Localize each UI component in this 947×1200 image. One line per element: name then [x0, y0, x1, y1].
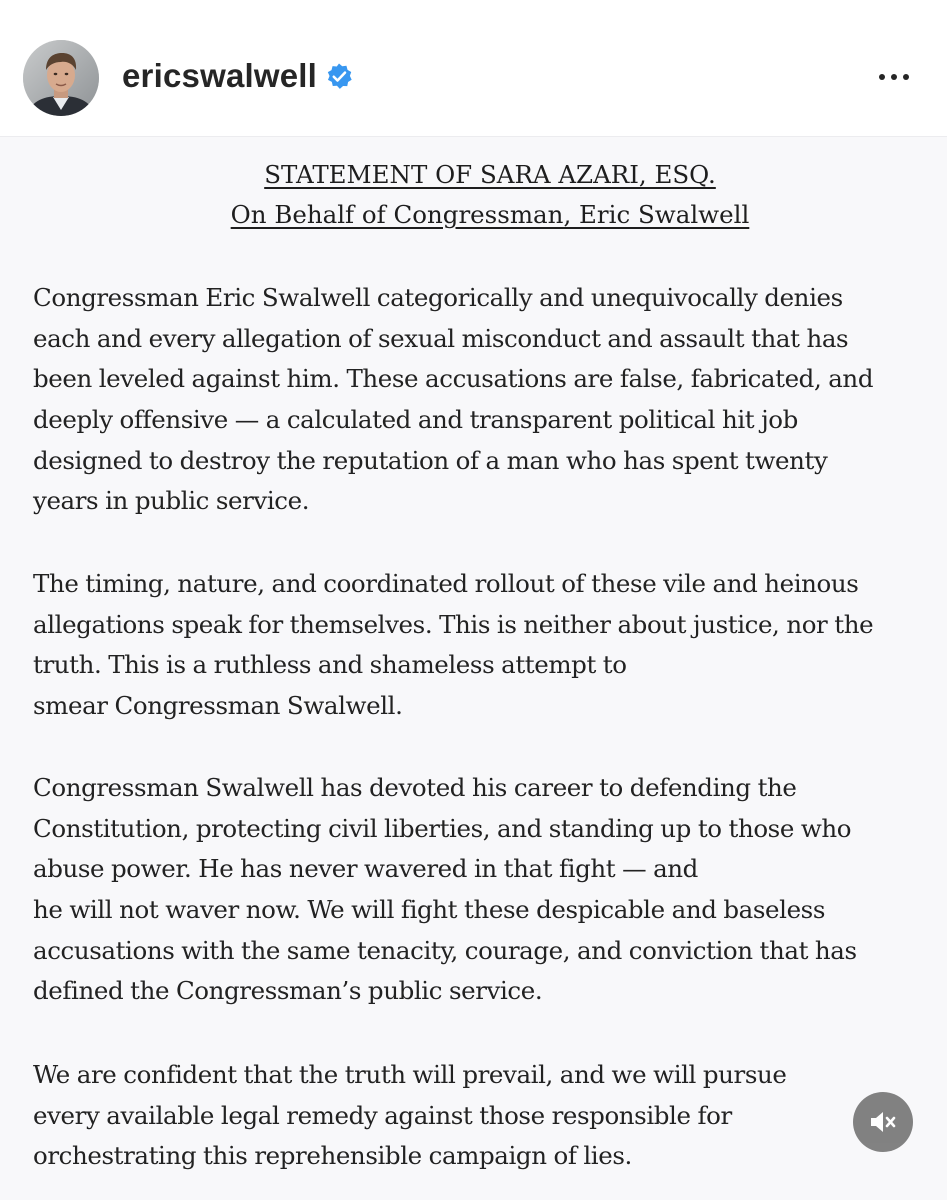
text-line: abuse power. He has never wavered in that fight — and [33, 854, 698, 884]
verified-badge-icon [324, 61, 354, 91]
text-line: been leveled against him. These accusations are false, fabricated, and [33, 364, 874, 394]
statement-subtitle-line: On Behalf of Congressman, Eric Swalwell [230, 200, 750, 229]
statement-paragraph [33, 768, 938, 1012]
statement-paragraph [33, 564, 938, 727]
statement-document [0, 137, 947, 1200]
avatar-photo-icon [23, 40, 99, 116]
avatar[interactable] [23, 40, 99, 116]
statement-paragraph [33, 1055, 938, 1177]
text-line: allegations speak for themselves. This is neither about justice, nor the [33, 609, 874, 639]
text-line: accusations with the same tenacity, courage, and conviction that has [33, 935, 857, 965]
post-header [0, 0, 947, 137]
text-line: The timing, nature, and coordinated rollout of these vile and heinous [33, 569, 859, 598]
text-line: Constitution, protecting civil liberties, and standing up to those who [33, 813, 852, 843]
statement-title-line: STATEMENT OF SARA AZARI, ESQ. [264, 160, 716, 189]
text-line: he will not waver now. We will fight these despicable and baseless [33, 895, 826, 925]
more-options-icon [903, 74, 909, 80]
text-line: truth. This is a ruthless and shameless attempt to [33, 650, 627, 680]
username[interactable]: ericswalwell [122, 57, 318, 94]
text-line: designed to destroy the reputation of a man who has spent twenty [33, 445, 828, 475]
text-line: We are confident that the truth will prevail, and we will pursue [33, 1060, 787, 1089]
more-options-icon [879, 74, 885, 80]
text-line: Congressman Eric Swalwell categorically and unequivocally denies [33, 283, 843, 312]
statement-paragraph [33, 278, 938, 522]
text-line: defined the Congressman’s public service. [33, 976, 543, 1006]
text-line: deeply offensive — a calculated and transparent political hit job [33, 405, 798, 435]
statement-title [0, 155, 947, 235]
text-line: smear Congressman Swalwell. [33, 691, 403, 721]
more-options-icon [891, 74, 897, 80]
text-line: Congressman Swalwell has devoted his career to defending the [33, 773, 797, 802]
text-line: each and every allegation of sexual misconduct and assault that has [33, 323, 849, 353]
speaker-muted-icon [868, 1107, 898, 1137]
more-options-button[interactable] [866, 62, 922, 92]
text-line: every available legal remedy against those responsible for [33, 1100, 732, 1130]
mute-toggle-button[interactable] [853, 1092, 913, 1152]
text-line: orchestrating this reprehensible campaign of lies. [33, 1141, 632, 1171]
text-line: years in public service. [33, 486, 310, 516]
